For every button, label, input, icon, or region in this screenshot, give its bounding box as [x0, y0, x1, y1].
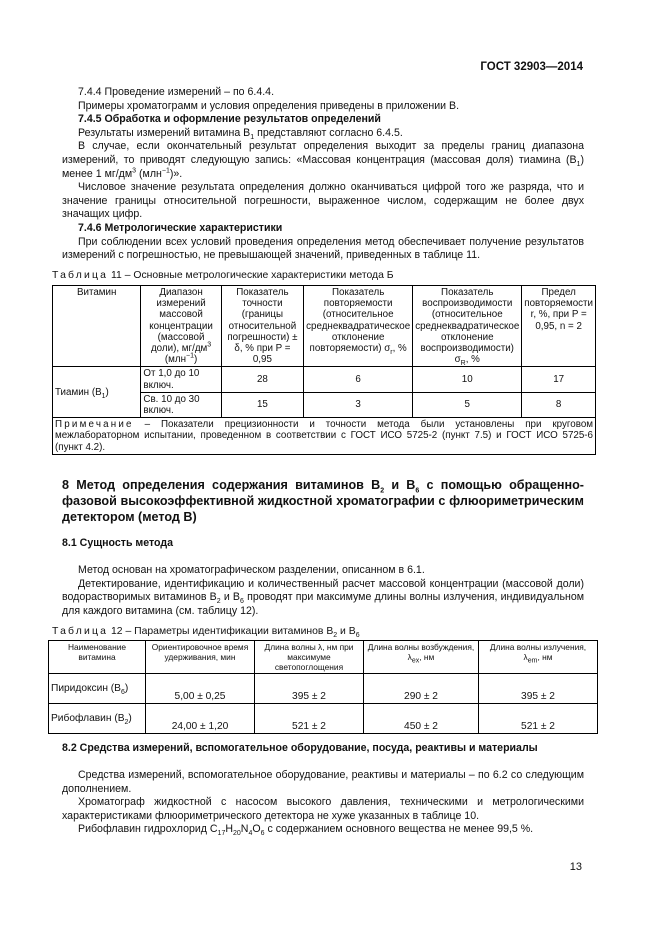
- table12-rt: 5,00 ± 0,25: [146, 674, 255, 704]
- table-row: [53, 367, 596, 392]
- section-82-p1: Средства измерений, вспомогательное оборудование, реактивы и материалы – по 6.2 со следующим дополнением.: [62, 769, 584, 795]
- table11-sR: 5: [413, 392, 522, 417]
- table11-range: Св. 10 до 30 включ.: [141, 392, 221, 417]
- table12-abs: 395 ± 2: [255, 674, 364, 704]
- section-746-title: 7.4.6 Метрологические характеристики: [78, 221, 283, 234]
- section-82-p3: Рибофлавин гидрохлорид $C_{17}H_{20}N_4O_6$ с содержанием основного вещества не менее 99,5 %.: [78, 823, 534, 838]
- section-744-examples: Примеры хроматограмм и условия определения приведены в приложении В.: [78, 99, 460, 112]
- table12-ex: 450 ± 2: [364, 704, 479, 734]
- table12-h-rt: Ориентировочное время удерживания, мин: [146, 641, 255, 674]
- section-8-title: 8 Метод определения содержания витаминов $В_2$ и $В_6$ с помощью обращенно-фазовой высокоэффективной жидкостной хроматографии с флюориметрическим детектором (метод В): [62, 478, 584, 524]
- table12-abs: 521 ± 2: [255, 704, 364, 734]
- section-744-text: 7.4.4 Проведение измерений – по 6.4.4.: [78, 86, 275, 98]
- table11-vitamin-cell: Тиамин $(В_1)$: [53, 367, 141, 418]
- table11-h-delta: Показатель точности (границы относительной погрешности) ± δ, % при P = 0,95: [221, 286, 303, 367]
- table12-h-abs: Длина волны λ, нм при максимуме светопоглощения: [255, 641, 364, 674]
- table11-h-r: Предел повторяемости r, %, при P = 0,95, n = 2: [522, 286, 596, 367]
- table11-delta: 28: [221, 367, 303, 392]
- table11: [52, 285, 596, 455]
- table11-note-row: [53, 418, 596, 455]
- table11-delta: 15: [221, 392, 303, 417]
- table12-header-row: [49, 641, 598, 674]
- section-7-4: [62, 86, 584, 263]
- table11-h-range: Диапазон измерений массовой концентрации (массовой доли), $мг/дм^3$ (млн$^{-1}$): [141, 286, 221, 367]
- table11-h-sR: Показатель воспроизводимости (относительное среднеквадратическое отклонение воспроизводимости) $\sigma_R$, %: [413, 286, 522, 367]
- table12-em: 521 ± 2: [479, 704, 598, 734]
- table12-h-em: Длина волны излучения, $\lambda_{em}$, нм: [479, 641, 598, 674]
- table12-rt: 24,00 ± 1,20: [146, 704, 255, 734]
- section-81-title: 8.1 Сущность метода: [62, 537, 174, 549]
- section-745-title: 7.4.5 Обработка и оформление результатов определений: [78, 113, 381, 126]
- section-745-p2: В случае, если окончательный результат определения выходит за пределы границ диапазона измерений, то приводят следующую запись: «Массовая концентрация (массовая доля) тиамина $(В_1)$ менее 1 $мг/дм^3$ (млн$^{-1}$)».: [62, 140, 584, 180]
- table12-h-ex: Длина волны возбуждения, $\lambda_{ex}$, нм: [364, 641, 479, 674]
- table11-r: 17: [522, 367, 596, 392]
- table12-caption: Таблица 12 – Параметры идентификации витаминов $В_2$ и $В_6$: [52, 626, 360, 640]
- section-81-p1: Метод основан на хроматографическом разделении, описанном в 6.1.: [78, 564, 425, 576]
- document-header-id: ГОСТ 32903—2014: [480, 61, 583, 73]
- table-row: [49, 674, 598, 704]
- table11-h-sr: Показатель повторяемости (относительное среднеквадратическое отклонение повторяемости) $\sigma_r$, %: [304, 286, 413, 367]
- table12-name: Рибофлавин $(В_2)$: [49, 704, 146, 734]
- section-745-p1: Результаты измерений витамина $В_1$ представляют согласно 6.4.5.: [78, 126, 403, 141]
- page-number: 13: [569, 861, 582, 873]
- section-82-body: [62, 769, 584, 837]
- table-row: [49, 704, 598, 734]
- table11-header-row: [53, 286, 596, 367]
- section-746-p1: При соблюдении всех условий проведения определения метод обеспечивает получение результатов измерений с погрешностью, не превышающей значений, приведенных в таблице 11.: [62, 235, 584, 262]
- table11-r: 8: [522, 392, 596, 417]
- table12-name: Пиридоксин $(В_6)$: [49, 674, 146, 704]
- section-745-p3: Числовое значение результата определения должно оканчиваться цифрой того же разряда, что и значение границы относительной погрешности, выраженное числом, содержащим не более двух значащих цифр.: [62, 181, 584, 221]
- table11-caption: Таблица 11 – Основные метрологические характеристики метода Б: [52, 270, 394, 281]
- section-82-p2: Хроматограф жидкостной с насосом высокого давления, техническими и метрологическими характеристиками флюориметрического детектора не хуже указанных в таблице 10.: [62, 796, 584, 822]
- table11-range: От 1,0 до 10 включ.: [141, 367, 221, 392]
- section-82-title: 8.2 Средства измерений, вспомогательное оборудование, посуда, реактивы и материалы: [62, 742, 538, 754]
- table12-em: 395 ± 2: [479, 674, 598, 704]
- table12: [48, 640, 598, 734]
- table11-h-vitamin: Витамин: [53, 286, 141, 367]
- table12-ex: 290 ± 2: [364, 674, 479, 704]
- table11-sR: 10: [413, 367, 522, 392]
- section-81-body: [62, 564, 584, 618]
- table11-sr: 6: [304, 367, 413, 392]
- table11-note: Примечание – Показатели прецизионности и точности метода были установлены при круговом межлабораторном испытании, проведенном в соответствии с ГОСТ ИСО 5725-2 (пункт 7.5) и ГОСТ ИСО 5725-6 (пункт 4.2).: [53, 418, 596, 455]
- section-81-p2: Детектирование, идентификацию и количественный расчет массовой концентрации (массовой доли) водорастворимых витаминов $В_2$ и $В_6$ проводят при максимуме длины волны излучения, индивидуальном для каждого витамина (см. таблицу 12).: [62, 577, 584, 617]
- table11-sr: 3: [304, 392, 413, 417]
- table12-h-name: Наименование витамина: [49, 641, 146, 674]
